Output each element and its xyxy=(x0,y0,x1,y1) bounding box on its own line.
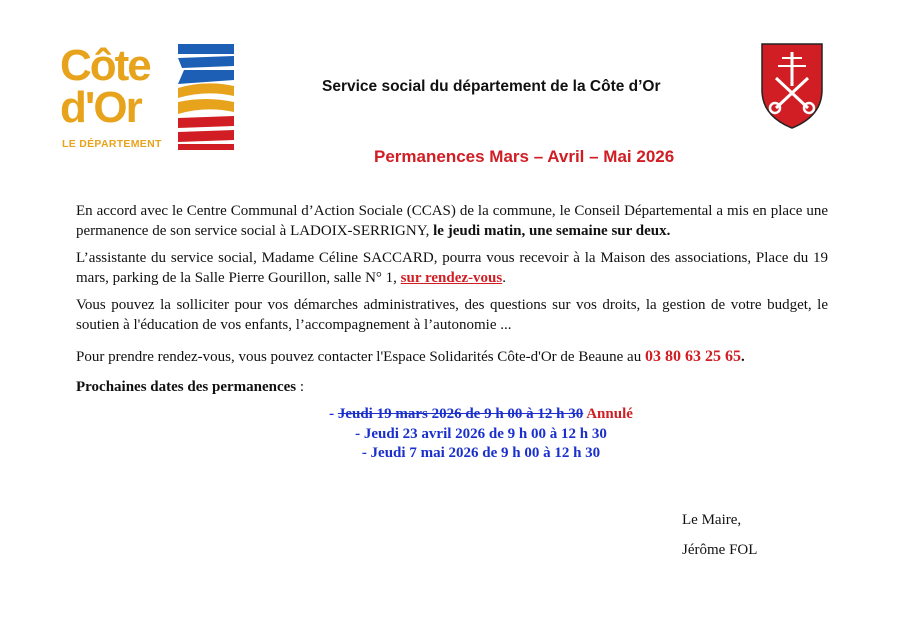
next-dates-heading xyxy=(76,377,828,397)
next-dates-label: Prochaines dates des permanences xyxy=(76,379,297,395)
coat-of-arms-icon xyxy=(760,42,824,130)
signature-name: Jérôme FOL xyxy=(682,542,758,558)
dates-list xyxy=(76,405,886,464)
paragraph-services: Vous pouvez la solliciter pour vos démarches administratives, des questions sur vos droits, la gestion de votre budget, le soutien à l'éducation de vos enfants, l’accompagnement à l’autonomie ... xyxy=(76,297,828,333)
logo-subtitle: LE DÉPARTEMENT xyxy=(62,138,162,150)
date-item: - Jeudi 23 avril 2026 de 9 h 00 à 12 h 30 xyxy=(355,425,607,442)
logo-text-line2: d'Or xyxy=(60,83,141,132)
signature-role: Le Maire, xyxy=(682,512,742,528)
assistant-text: L’assistante du service social, Madame Céline SACCARD, pourra vous recevoir à la Maison des associations, Place du 19 mars, parking de la Salle Pierre Gourillon, salle N° 1, xyxy=(76,250,828,286)
logo-flag-icon xyxy=(178,44,234,150)
date-cancelled-text: Jeudi 19 mars 2026 de 9 h 00 à 12 h 30 xyxy=(337,406,584,422)
appointment-emphasis: sur rendez-vous xyxy=(400,270,503,286)
date-item-cancelled xyxy=(76,405,886,425)
service-title: Service social du département de la Côte d’Or xyxy=(322,78,661,95)
assistant-period: . xyxy=(502,270,506,286)
paragraph-contact xyxy=(76,347,828,367)
agreement-text: En accord avec le Centre Communal d’Action Sociale (CCAS) de la commune, le Conseil Départemental a mis en place une permanence de son service social à LADOIX-SERRIGNY, xyxy=(76,203,828,239)
schedule-emphasis: le jeudi matin, une semaine sur deux. xyxy=(433,223,671,239)
paragraph-assistant xyxy=(76,248,828,288)
cote-dor-logo xyxy=(58,41,238,154)
phone-number: 03 80 63 25 65 xyxy=(644,348,741,365)
next-dates-colon: : xyxy=(296,379,305,395)
contact-text: Pour prendre rendez-vous, vous pouvez contacter l'Espace Solidarités Côte-d'Or de Beaune au xyxy=(76,349,645,365)
permanences-subtitle: Permanences Mars – Avril – Mai 2026 xyxy=(374,147,675,166)
date-dash: - xyxy=(329,406,338,422)
cancelled-badge: Annulé xyxy=(583,406,633,422)
logo-text-line1: Côte xyxy=(60,41,150,90)
contact-period: . xyxy=(740,349,745,365)
date-item: - Jeudi 7 mai 2026 de 9 h 00 à 12 h 30 xyxy=(361,445,601,461)
paragraph-agreement xyxy=(76,201,828,241)
